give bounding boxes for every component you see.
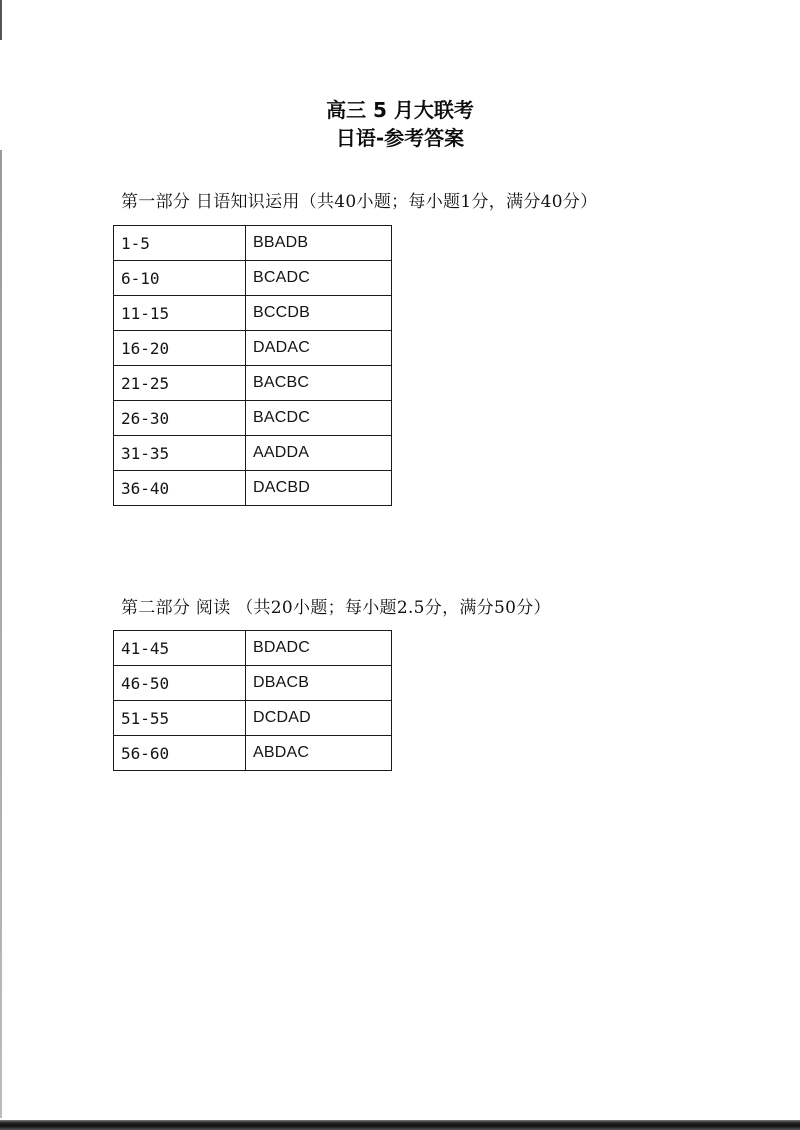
table-row (114, 471, 392, 506)
answer-key: BACBC (246, 366, 392, 401)
answer-key: ABDAC (246, 736, 392, 771)
answer-key-subtitle: 日语-参考答案 (335, 126, 465, 150)
table-row (114, 666, 392, 701)
question-range: 36-40 (114, 471, 246, 506)
table-row (114, 226, 392, 261)
section-1-heading: 第一部分 日语知识运用（共40小题；每小题1分，满分40分） (121, 192, 598, 212)
table-row (114, 261, 392, 296)
table-row (114, 631, 392, 666)
question-range: 46-50 (114, 666, 246, 701)
table-row (114, 436, 392, 471)
answer-key: BDADC (246, 631, 392, 666)
question-range: 26-30 (114, 401, 246, 436)
question-range: 1-5 (114, 226, 246, 261)
exam-title: 高三 5 月大联考 (326, 98, 474, 122)
table-row (114, 736, 392, 771)
answer-key: DBACB (246, 666, 392, 701)
question-range: 21-25 (114, 366, 246, 401)
question-range: 41-45 (114, 631, 246, 666)
scan-bottom-edge (0, 1120, 800, 1130)
section-2-answer-table (113, 630, 392, 771)
question-range: 16-20 (114, 331, 246, 366)
answer-key: BBADB (246, 226, 392, 261)
table-row (114, 366, 392, 401)
question-range: 31-35 (114, 436, 246, 471)
answer-key: DADAC (246, 331, 392, 366)
answer-key: BACDC (246, 401, 392, 436)
title-block (0, 96, 800, 152)
section-2-heading: 第二部分 阅读 （共20小题；每小题2.5分，满分50分） (121, 598, 551, 618)
answer-key: DCDAD (246, 701, 392, 736)
table-row (114, 331, 392, 366)
question-range: 56-60 (114, 736, 246, 771)
answer-key: BCADC (246, 261, 392, 296)
answer-key: DACBD (246, 471, 392, 506)
table-row (114, 296, 392, 331)
table-row (114, 401, 392, 436)
question-range: 11-15 (114, 296, 246, 331)
section-1-answer-table (113, 225, 392, 506)
answer-key: AADDA (246, 436, 392, 471)
question-range: 51-55 (114, 701, 246, 736)
answer-key: BCCDB (246, 296, 392, 331)
scan-left-edge (0, 0, 2, 1118)
table-row (114, 701, 392, 736)
question-range: 6-10 (114, 261, 246, 296)
